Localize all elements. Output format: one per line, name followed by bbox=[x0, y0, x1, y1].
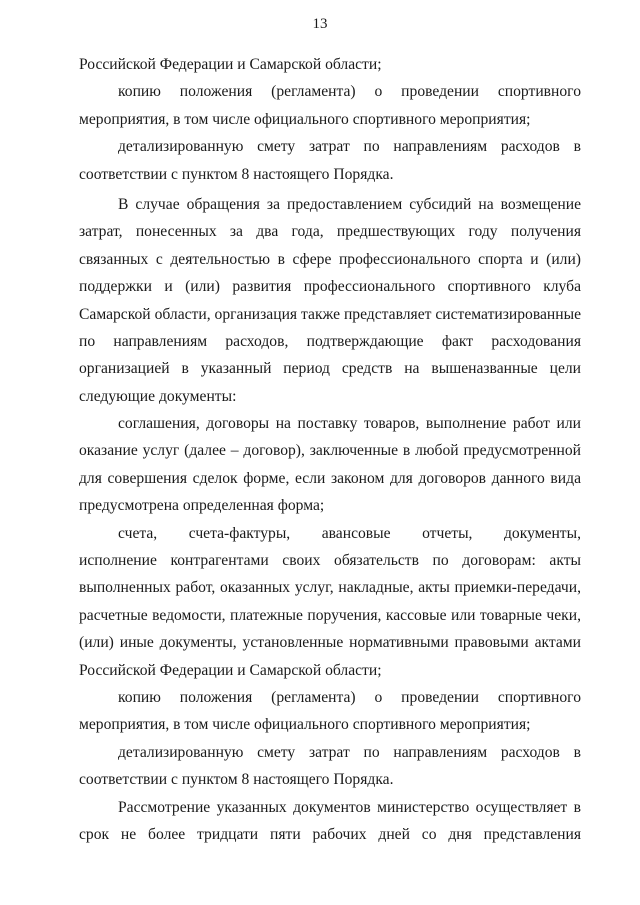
text-line: оказание услуг (далее – договор), заключенные в любой предусмотренной bbox=[79, 442, 581, 460]
text-line: Рассмотрение указанных документов министерство осуществляет в bbox=[118, 798, 581, 816]
page-number: 13 bbox=[312, 16, 328, 32]
text-line: соответствии с пунктом 8 настоящего Порядка. bbox=[79, 165, 394, 183]
text-line: расчетные ведомости, платежные поручения, кассовые или товарные чеки, bbox=[79, 606, 581, 624]
text-line: выполненных работ, оказанных услуг, накладные, акты приемки-передачи, bbox=[79, 579, 581, 597]
text-line: Российской Федерации и Самарской области; bbox=[79, 56, 382, 73]
text-line: предусмотрена определенная форма; bbox=[79, 497, 325, 515]
text-line: мероприятия, в том числе официального спортивного мероприятия; bbox=[79, 110, 531, 128]
text-line: затрат, понесенных за два года, предшествующих году получения bbox=[79, 223, 581, 241]
text-line: Самарской области, организация также представляет систематизированные bbox=[79, 305, 581, 323]
paragraph bbox=[79, 133, 581, 188]
text-line: счета, счета-фактуры, авансовые отчеты, документы, bbox=[118, 524, 581, 542]
text-line: копию положения (регламента) о проведении спортивного bbox=[118, 83, 581, 101]
paragraph bbox=[79, 739, 581, 794]
paragraph bbox=[79, 51, 581, 78]
paragraph bbox=[79, 191, 581, 410]
text-line: поддержки и (или) развития профессионального спортивного клуба bbox=[79, 278, 581, 296]
text-line: для совершения сделок форме, если законом для договоров данного вида bbox=[79, 469, 581, 487]
text-line: мероприятия, в том числе официального спортивного мероприятия; bbox=[79, 716, 531, 734]
text-line: организацией в указанный период средств на вышеназванные цели bbox=[79, 360, 581, 378]
text-line: Российской Федерации и Самарской области; bbox=[79, 661, 382, 679]
text-line: В случае обращения за предоставлением субсидий на возмещение bbox=[118, 195, 581, 213]
text-line: следующие документы: bbox=[79, 387, 237, 405]
document-body bbox=[79, 51, 581, 848]
text-line: детализированную смету затрат по направлениям расходов в bbox=[118, 743, 581, 761]
paragraph bbox=[79, 520, 581, 684]
text-line: соглашения, договоры на поставку товаров, выполнение работ или bbox=[118, 415, 581, 433]
text-line: детализированную смету затрат по направлениям расходов в bbox=[118, 138, 581, 156]
text-line: копию положения (регламента) о проведении спортивного bbox=[118, 688, 581, 706]
text-line: по направлениям расходов, подтверждающие факт расходования bbox=[79, 332, 581, 350]
paragraph bbox=[79, 78, 581, 133]
text-line: соответствии с пунктом 8 настоящего Порядка. bbox=[79, 771, 394, 789]
text-line: (или) иные документы, установленные нормативными правовыми актами bbox=[79, 634, 581, 652]
text-line: исполнение контрагентами своих обязательств по договорам: акты bbox=[79, 552, 581, 570]
paragraph bbox=[79, 410, 581, 520]
paragraph bbox=[79, 684, 581, 739]
text-line: связанных с деятельностью в сфере профессионального спорта и (или) bbox=[79, 250, 581, 268]
paragraph bbox=[79, 794, 581, 849]
text-line: срок не более тридцати пяти рабочих дней со дня представления bbox=[79, 825, 581, 843]
